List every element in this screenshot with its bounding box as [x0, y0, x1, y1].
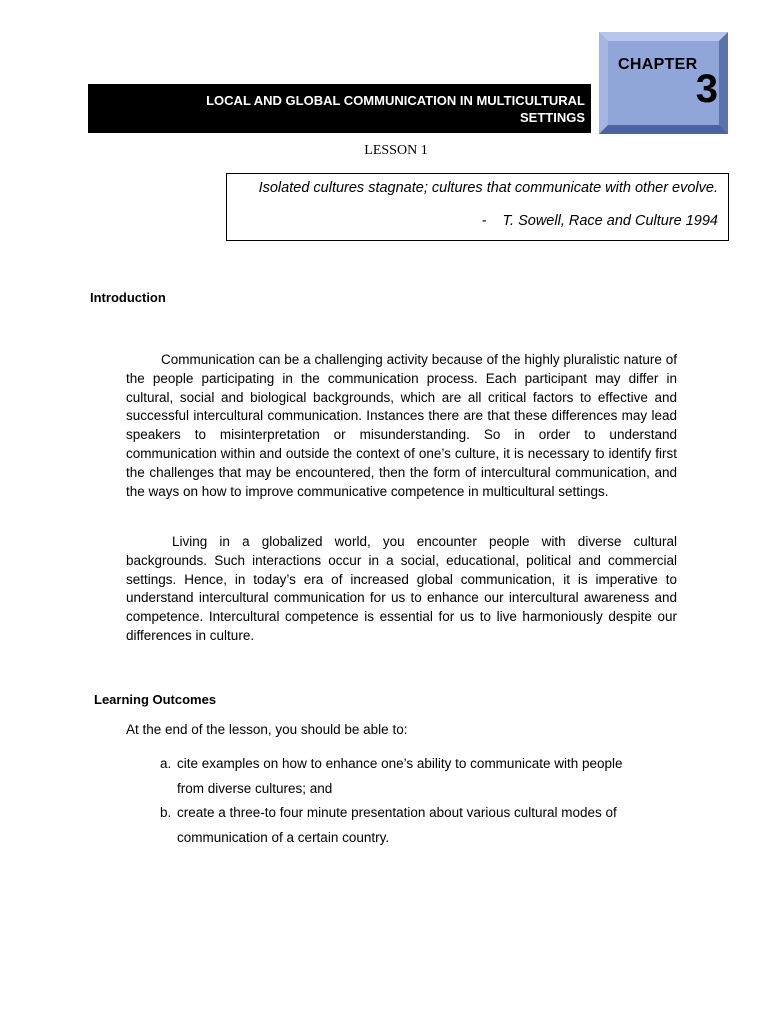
chapter-number: 3 [695, 67, 718, 111]
epigraph-attribution [482, 213, 718, 229]
list-item-marker: b. [160, 805, 172, 820]
list-item [160, 801, 650, 850]
chapter-badge [599, 32, 728, 134]
chapter-label: CHAPTER [618, 56, 698, 73]
epigraph-box [226, 173, 729, 241]
lesson-label: LESSON 1 [364, 143, 428, 158]
chapter-title-line-1: LOCAL AND GLOBAL COMMUNICATION IN MULTICULTURAL [206, 93, 585, 108]
learning-outcomes-heading: Learning Outcomes [94, 692, 217, 707]
list-item-text: cite examples on how to enhance one’s ability to communicate with people from diverse cultures; and [177, 756, 623, 796]
list-item [160, 752, 650, 801]
introduction-heading: Introduction [90, 290, 166, 305]
learning-outcomes-lead: At the end of the lesson, you should be able to: [126, 722, 408, 737]
introduction-paragraph-2: Living in a globalized world, you encounter people with diverse cultural backgrounds. Such interactions occur in a social, educational, political and commercial settings. Hence, in today’s era of increased global communication, it is imperative to understand intercultural communication for us to enhance our intercultural awareness and competence. Intercultural competence is essential for us to live harmoniously despite our differences in culture. [126, 534, 677, 643]
epigraph-author: T. Sowell, Race and Culture 1994 [502, 213, 718, 229]
epigraph-quote: Isolated cultures stagnate; cultures that communicate with other evolve. [258, 180, 718, 196]
chapter-title-bar [88, 84, 591, 133]
list-item-marker: a. [160, 756, 172, 771]
epigraph-dash: - [481, 213, 487, 229]
list-item-text: create a three-to four minute presentation about various cultural modes of communication of a certain country. [177, 805, 617, 845]
learning-outcomes-list [160, 752, 650, 850]
chapter-title-line-2: SETTINGS [519, 110, 585, 125]
introduction-paragraph-1: Communication can be a challenging activity because of the highly pluralistic nature of the people participating in the communication process. Each participant may differ in cultural, social and biological backgrounds, which are all critical factors to effective and successful intercultural communication. Instances there are that these differences may lead speakers to misinterpretation or misunderstanding. So in order to understand communication within and outside the context of one’s culture, it is necessary to identify first the challenges that may be encountered, then the form of intercultural communication, and the ways on how to improve communicative competence in multicultural settings. [126, 352, 677, 499]
